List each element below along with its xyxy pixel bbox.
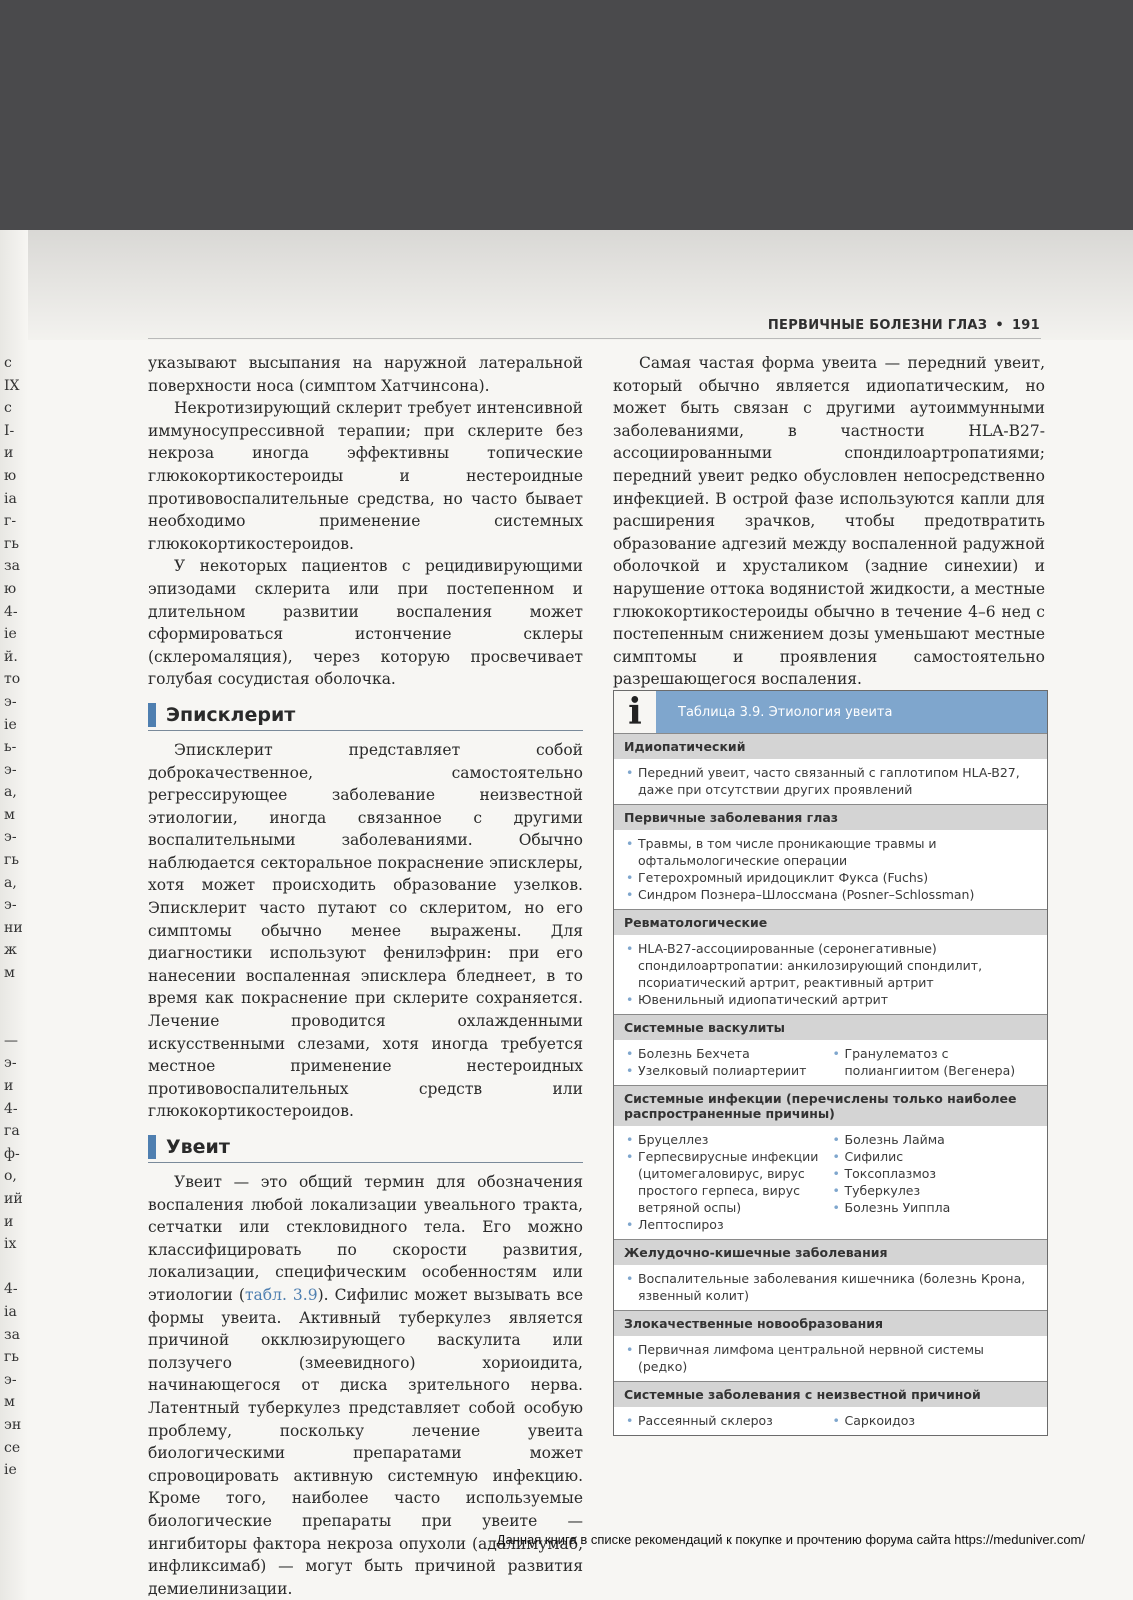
edge-fragment: га bbox=[4, 1123, 20, 1140]
table-items bbox=[614, 1407, 1047, 1435]
edge-fragment: то bbox=[4, 671, 21, 688]
list-item: • Первичная лимфома центральной нервной системы (редко) bbox=[624, 1341, 1037, 1375]
etiology-table bbox=[613, 690, 1048, 1436]
edge-fragment: э- bbox=[4, 1371, 17, 1388]
edge-fragment: и bbox=[4, 445, 14, 462]
page-number: 191 bbox=[1011, 318, 1040, 333]
section-heading-text: Эписклерит bbox=[166, 703, 296, 726]
edge-fragment: ie bbox=[4, 626, 17, 643]
footer-notice: Данная книга в списке рекомендаций к покупке и прочтению форума сайта https://meduniver.com/ bbox=[496, 1532, 1085, 1547]
section-heading-uveitis bbox=[148, 1135, 583, 1163]
edge-fragment: э- bbox=[4, 829, 17, 846]
table-items bbox=[614, 935, 1047, 1014]
table-reference-link[interactable]: табл. 3.9 bbox=[244, 1285, 318, 1304]
edge-fragment: ie bbox=[4, 716, 17, 733]
list-item: • Саркоидоз bbox=[831, 1412, 1038, 1429]
table-category: Идиопатический bbox=[614, 733, 1047, 759]
text-run: ). Сифилис может вызывать все формы увеита. Активный туберкулез является причиной окклюзирующего васкулита или ползучего (змеевидного) хориоидита, начинающегося от диска зрительного нерва. Латентный туберкулез представляет собой особую проблему, поскольку лечение увеита биологическими препаратами может спровоцировать активную системную инфекцию. Кроме того, наиболее часто используемые биологические препараты при увеите — ингибиторы фактора некроза опухоли (адалимумаб, инфликсимаб) — могут быть причиной развития демиелинизации. bbox=[148, 1285, 583, 1598]
section-heading-text: Увеит bbox=[166, 1135, 230, 1158]
edge-fragment: 4- bbox=[4, 603, 18, 620]
list-item: • Воспалительные заболевания кишечника (болезнь Крона, язвенный колит) bbox=[624, 1270, 1037, 1304]
edge-fragment: э- bbox=[4, 693, 17, 710]
list-item: • Болезнь Бехчета bbox=[624, 1045, 831, 1062]
header-bullet: • bbox=[995, 318, 1004, 333]
table-items bbox=[614, 1126, 1047, 1239]
table-category: Ревматологические bbox=[614, 909, 1047, 935]
header-rule bbox=[148, 338, 1041, 339]
edge-fragment: ia bbox=[4, 490, 17, 507]
list-item: • Ювенильный идиопатический артрит bbox=[624, 991, 1037, 1008]
heading-bar bbox=[148, 703, 156, 727]
edge-fragment: ж bbox=[4, 942, 17, 959]
table-category: Системные заболевания с неизвестной причиной bbox=[614, 1381, 1047, 1407]
edge-fragment: се bbox=[4, 1439, 21, 1456]
edge-fragment: э- bbox=[4, 897, 17, 914]
list-item: • Туберкулез bbox=[831, 1182, 1038, 1199]
table-items bbox=[614, 1040, 1047, 1085]
table-items bbox=[614, 1336, 1047, 1381]
edge-fragment: г- bbox=[4, 513, 17, 530]
edge-fragment: а, bbox=[4, 784, 17, 801]
list-item: • Бруцеллез bbox=[624, 1131, 831, 1148]
edge-fragment: I- bbox=[4, 422, 15, 439]
text-run: Увеит — это общий термин для обозначения воспаления любой локализации увеального тракта, сетчатки или стекловидного тела. Его можно классифицировать по скорости развития, локализации, специфическим особенностям или этиологии ( bbox=[148, 1173, 583, 1304]
right-column bbox=[613, 352, 1045, 691]
edge-fragment: 4- bbox=[4, 1100, 18, 1117]
edge-fragment: с bbox=[4, 355, 12, 371]
table-items bbox=[614, 1265, 1047, 1310]
list-item: • Лептоспироз bbox=[624, 1216, 831, 1233]
info-icon: i bbox=[614, 691, 656, 733]
list-item: • Рассеянный склероз bbox=[624, 1412, 831, 1429]
edge-fragment: за bbox=[4, 1326, 20, 1343]
edge-fragment bbox=[4, 985, 26, 1008]
list-item: • Сифилис bbox=[831, 1148, 1038, 1165]
edge-fragment: эн bbox=[4, 1416, 22, 1433]
edge-fragment: а, bbox=[4, 874, 17, 891]
edge-fragment: за bbox=[4, 558, 20, 575]
edge-fragment: гь bbox=[4, 1349, 19, 1366]
table-items bbox=[614, 830, 1047, 909]
paragraph: Некротизирующий склерит требует интенсивной иммуносупрессивной терапии; при склерите без некроза иногда эффективны топические глюкокортикостероиды и нестероидные противовоспалительные средства, но часто бывает необходимо применение системных глюкокортикостероидов. bbox=[148, 399, 583, 553]
edge-fragment: й. bbox=[4, 648, 18, 665]
list-item: • Герпесвирусные инфекции (цитомегаловирус, вирус простого герпеса, вирус ветряной оспы) bbox=[624, 1148, 831, 1216]
edge-fragment: м bbox=[4, 1394, 15, 1411]
edge-fragment: и bbox=[4, 1213, 14, 1230]
list-item: • Болезнь Лайма bbox=[831, 1131, 1038, 1148]
edge-fragment: м bbox=[4, 965, 15, 982]
paragraph: Самая частая форма увеита — передний увеит, который обычно является идиопатическим, но может быть связан с другими аутоиммунными заболеваниями, в частности HLA-B27-ассоциированными спондилоартропатиями; передний увеит редко обусловлен непосредственно инфекцией. В острой фазе используются капли для расширения зрачков, чтобы предотвратить образование адгезий между воспаленной радужной оболочкой и хрусталиком (задние синехии) и нарушение оттока водянистой жидкости, а местные глюкокортикостероиды обычно в течение 4–6 нед с постепенным снижением дозы уменьшают местные симптомы и проявления самостоятельно разрешающегося воспаления. bbox=[613, 354, 1045, 689]
list-item: • HLA-B27-ассоциированные (серонегативные) спондилоартропатии: анкилозирующий спондилит, псориатический артрит, реактивный артрит bbox=[624, 940, 1037, 991]
edge-fragment: 4- bbox=[4, 1281, 18, 1298]
edge-fragment: ie bbox=[4, 1462, 17, 1479]
edge-fragment: ий bbox=[4, 1190, 23, 1207]
table-category: Желудочно-кишечные заболевания bbox=[614, 1239, 1047, 1265]
edge-fragment: ф- bbox=[4, 1145, 20, 1162]
section-heading-episcleritis bbox=[148, 703, 583, 731]
edge-fragment: о, bbox=[4, 1168, 17, 1185]
edge-fragment bbox=[4, 1007, 26, 1030]
scan-dark-background bbox=[0, 0, 1133, 230]
table-items bbox=[614, 759, 1047, 804]
table-header bbox=[614, 691, 1047, 733]
edge-fragment: э- bbox=[4, 761, 17, 778]
edge-fragment: ix bbox=[4, 1236, 17, 1253]
edge-fragment: ни bbox=[4, 919, 23, 936]
table-category: Злокачественные новообразования bbox=[614, 1310, 1047, 1336]
running-header bbox=[700, 318, 1040, 333]
edge-fragment: ю bbox=[4, 467, 17, 484]
heading-bar bbox=[148, 1135, 156, 1159]
list-item: • Синдром Познера–Шлоссмана (Posner–Schlossman) bbox=[624, 886, 1037, 903]
table-title: Таблица 3.9. Этиология увеита bbox=[678, 704, 893, 720]
list-item: • Гранулематоз с полиангиитом (Вегенера) bbox=[831, 1045, 1038, 1079]
table-category: Системные инфекции (перечислены только наиболее распространенные причины) bbox=[614, 1085, 1047, 1126]
list-item: • Узелковый полиартериит bbox=[624, 1062, 831, 1079]
table-category: Системные васкулиты bbox=[614, 1014, 1047, 1040]
edge-fragment: с bbox=[4, 400, 12, 417]
list-item: • Травмы, в том числе проникающие травмы и офтальмологические операции bbox=[624, 835, 1037, 869]
paragraph: Эписклерит представляет собой доброкачественное, самостоятельно регрессирующее заболевание неизвестной этиологии, иногда связанное с другими воспалительными заболеваниями. Обычно наблюдается секторальное покраснение эписклеры, хотя может происходить образование узелков. Эписклерит часто путают со склеритом, но его симптомы обычно менее выражены. Для диагностики используют фенилэфрин: при его нанесении воспаленная эписклера бледнеет, в то время как покраснение при склерите сохраняется. Лечение проводится охлажденными искусственными слезами, хотя иногда требуется местное применение нестероидных противовоспалительных средств или глюкокортикостероидов. bbox=[148, 740, 583, 1121]
edge-fragment: гь bbox=[4, 852, 19, 869]
list-item: • Токсоплазмоз bbox=[831, 1165, 1038, 1182]
table-category: Первичные заболевания глаз bbox=[614, 804, 1047, 830]
running-header-title: ПЕРВИЧНЫЕ БОЛЕЗНИ ГЛАЗ bbox=[767, 318, 988, 333]
edge-fragment: э- bbox=[4, 1055, 17, 1072]
edge-fragment: и bbox=[4, 1078, 14, 1094]
previous-page-edge bbox=[4, 352, 26, 1482]
left-column bbox=[148, 352, 583, 1600]
edge-fragment bbox=[4, 1256, 26, 1279]
list-item: • Передний увеит, часто связанный с гаплотипом HLA-B27, даже при отсутствии других проявлений bbox=[624, 764, 1037, 798]
paragraph: указывают высыпания на наружной латеральной поверхности носа (симптом Хатчинсона). bbox=[148, 354, 583, 395]
edge-fragment: ю bbox=[4, 580, 17, 597]
list-item: • Болезнь Уиппла bbox=[831, 1199, 1038, 1216]
paragraph: У некоторых пациентов с рецидивирующими эпизодами склерита или при постепенном и длительном развитии воспаления может сформироваться истончение склеры (склеромаляция), через которую просвечивает голубая сосудистая оболочка. bbox=[148, 557, 583, 689]
edge-fragment: IX bbox=[4, 377, 20, 394]
edge-fragment: гь bbox=[4, 535, 19, 552]
list-item: • Гетерохромный иридоциклит Фукса (Fuchs) bbox=[624, 869, 1037, 886]
edge-fragment: ь- bbox=[4, 739, 17, 756]
edge-fragment: м bbox=[4, 806, 15, 823]
edge-fragment: ia bbox=[4, 1303, 17, 1320]
edge-fragment: — bbox=[4, 1032, 18, 1049]
